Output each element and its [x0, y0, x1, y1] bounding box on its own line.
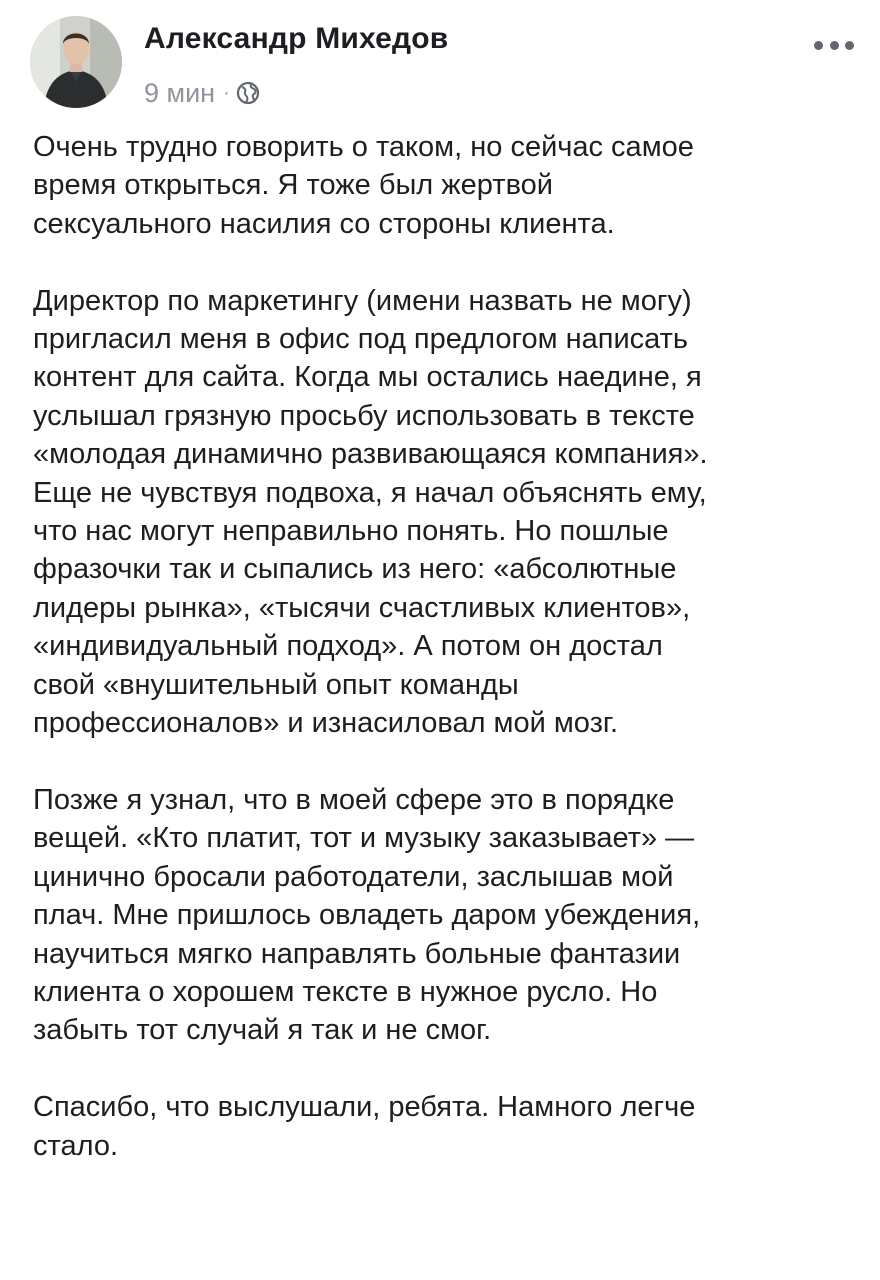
more-options-button[interactable]	[814, 36, 854, 54]
post-header	[30, 16, 860, 116]
author-name[interactable]: Александр Михедов	[144, 22, 449, 55]
author-avatar[interactable]	[30, 16, 122, 108]
post-meta	[144, 78, 260, 108]
more-dots-icon	[845, 41, 854, 50]
meta-separator: ·	[223, 81, 230, 104]
post-timestamp[interactable]: 9 мин	[144, 77, 216, 108]
post-paragraph: Очень трудно говорить о таком, но сейчас самое время открыться. Я тоже был жертвой сексуального насилия со стороны клиента.	[33, 131, 694, 240]
globe-icon[interactable]	[236, 81, 260, 105]
post-body	[33, 128, 843, 1203]
more-dots-icon	[830, 41, 839, 50]
post-paragraph: Спасибо, что выслушали, ребята. Намного легче стало.	[33, 1091, 696, 1162]
post-paragraph: Позже я узнал, что в моей сфере это в порядке вещей. «Кто платит, тот и музыку заказывает» — цинично бросали работодатели, заслышав мой плач. Мне пришлось овладеть даром убеждения, научиться мягко направлять больные фантазии клиента о хорошем тексте в нужное русло. Но забыть тот случай я так и не смог.	[33, 783, 701, 1047]
post-paragraph: Директор по маркетингу (имени назвать не могу) пригласил меня в офис под предлогом написать контент для сайта. Когда мы остались наедине, я услышал грязную просьбу использовать в тексте «молодая динамично развивающаяся компания». Еще не чувствуя подвоха, я начал объяснять ему, что нас могут неправильно понять. Но пошлые фразочки так и сыпались из него: «абсолютные лидеры рынка», «тысячи счастливых клиентов», «индивидуальный подход». А потом он достал свой «внушительный опыт команды профессионалов» и изнасиловал мой мозг.	[33, 284, 708, 740]
more-dots-icon	[814, 41, 823, 50]
avatar-photo	[30, 16, 122, 108]
